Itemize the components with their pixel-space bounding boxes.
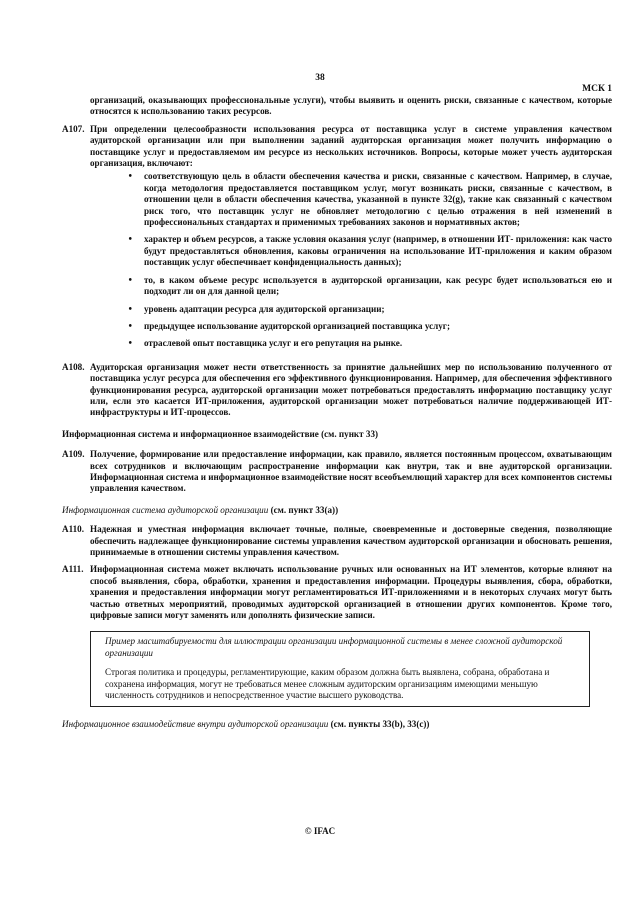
copyright-footer: © IFAC xyxy=(304,826,336,836)
paragraph-a109 xyxy=(62,449,612,495)
paragraph-text: Аудиторская организация может нести ответственность за принятие дальнейших мер по использованию полученного от поставщика услуг ресурса для обеспечения его эффективного функционирования. Например, для обеспечения эффективного функционирования ресурса, аудиторской организации может потребоваться предоставлять информацию поставщику услуг или, если это касается ИТ-приложения, аудиторской организации может потребоваться наличие поддерживающей ИТ-инфраструктуры и ИТ-процессов. xyxy=(90,361,612,418)
bullet-icon: • xyxy=(128,320,132,332)
paragraph-number: A111. xyxy=(62,564,84,575)
paragraph-number: A110. xyxy=(62,524,84,535)
list-item: • то, в каком объеме ресурс используется в аудиторской организации, как ресурс будет использоваться ею и подходит ли он для данной цели; xyxy=(90,275,612,298)
paragraph-text: Информационная система может включать использование ручных или основанных на ИТ элементов, которые влияют на способ выявления, сбора, обработки, хранения и предоставления информации. Процедуры выявления, сбора, обработки, хранения и предоставления информации могут регламентироваться ИТ-приложениями и в некоторых случаях могут быть частью ответных мероприятий, проводимых аудиторской организацией в отношении других компонентов. Кроме того, цифровые записи могут заменять или дополнять физические записи. xyxy=(90,564,612,621)
paragraph-text: При определении целесообразности использования ресурса от поставщика услуг в системе управления качеством аудиторской организации или при выполнении заданий аудиторская организация может получить информацию о поставщике услуг и предоставляемом им ресурсе из нескольких источников. Вопросы, которые может учесть аудиторская организация, включают: xyxy=(90,123,612,169)
bullet-icon: • xyxy=(128,171,132,183)
list-item: • предыдущее использование аудиторской организацией поставщика услуг; xyxy=(90,321,612,332)
bullet-icon: • xyxy=(128,303,132,315)
paragraph-text: Надежная и уместная информация включает точные, полные, своевременные и достоверные сведения, позволяющие обеспечить надлежащее функционирование системы управления качеством аудиторской организации и обосновать решения, принимаемые в отношении системы управления качеством. xyxy=(90,524,612,557)
bullet-list xyxy=(90,171,612,349)
paragraph-number: A108. xyxy=(62,361,85,372)
paragraph-number: A109. xyxy=(62,449,85,460)
page-number: 38 xyxy=(315,73,325,83)
paragraph-a107 xyxy=(62,124,612,356)
document-code: МСК 1 xyxy=(582,84,612,94)
subsection-title: Информационное взаимодействие внутри аудиторской организации xyxy=(62,719,329,730)
list-item: • уровень адаптации ресурса для аудиторской организации; xyxy=(90,304,612,315)
example-title: Пример масштабируемости для иллюстрации организации информационной системы в менее сложной аудиторской организации xyxy=(105,636,563,658)
subsection-reference: (см. пункты 33(b), 33(c)) xyxy=(330,719,430,730)
list-item: • отраслевой опыт поставщика услуг и его репутация на рынке. xyxy=(90,338,612,349)
continuation-text: организаций, оказывающих профессиональные услуги), чтобы выявить и оценить риски, связанные с качеством, которые относятся к использованию таких ресурсов. xyxy=(90,95,612,117)
bullet-icon: • xyxy=(128,234,132,246)
paragraph-a108 xyxy=(62,362,612,419)
bullet-icon: • xyxy=(128,274,132,286)
paragraph-text: Получение, формирование или предоставление информации, как правило, является постоянным процессом, охватывающим всех сотрудников и включающим распространение информации как внутри, так и вне аудиторской организации. Информационная система и информационное взаимодействие носят всеобъемлющий характер для всех компонентов системы управления качеством. xyxy=(90,449,613,494)
list-item: • соответствующую цель в области обеспечения качества и риски, связанные с качеством. Например, в случае, когда методология предоставляется поставщиком услуг, могут возникать риски, связанные с качеством, в отношении цели в области обеспечения качества, указанной в пункте 32(g), такие как связанный с качеством риск того, что поставщик услуг не обновляет методологию с целью отражения в ней изменений в профессиональных стандартах и применимых требованиях законов и нормативных актов; xyxy=(90,171,612,228)
subsection-title: Информационная система аудиторской организации xyxy=(62,504,269,515)
section-heading: Информационная система и информационное взаимодействие (см. пункт 33) xyxy=(62,428,379,439)
subsection-heading xyxy=(62,505,612,516)
page-content xyxy=(62,95,612,739)
example-text: Строгая политика и процедуры, регламентирующие, каким образом должна быть выявлена, собрана, обработана и сохранена информация, могут не требоваться менее сложным аудиторским организациям имеющими меньшую численность сотрудников и непосредственное участие высшего руководства. xyxy=(105,667,550,701)
paragraph-a110 xyxy=(62,524,612,558)
list-item: • характер и объем ресурсов, а также условия оказания услуг (например, в отношении ИТ- приложения: как часто будут предоставляться обновления, каковы ограничения на использование ИТ-приложения и каким образом поставщик услуг обеспечивает конфиденциальность данных); xyxy=(90,234,612,268)
paragraph-a111 xyxy=(62,564,612,621)
example-box xyxy=(90,631,590,707)
paragraph-number: A107. xyxy=(62,123,85,134)
subsection-reference: (см. пункт 33(а)) xyxy=(270,504,339,515)
subsection-heading xyxy=(62,719,612,730)
bullet-icon: • xyxy=(128,338,132,350)
